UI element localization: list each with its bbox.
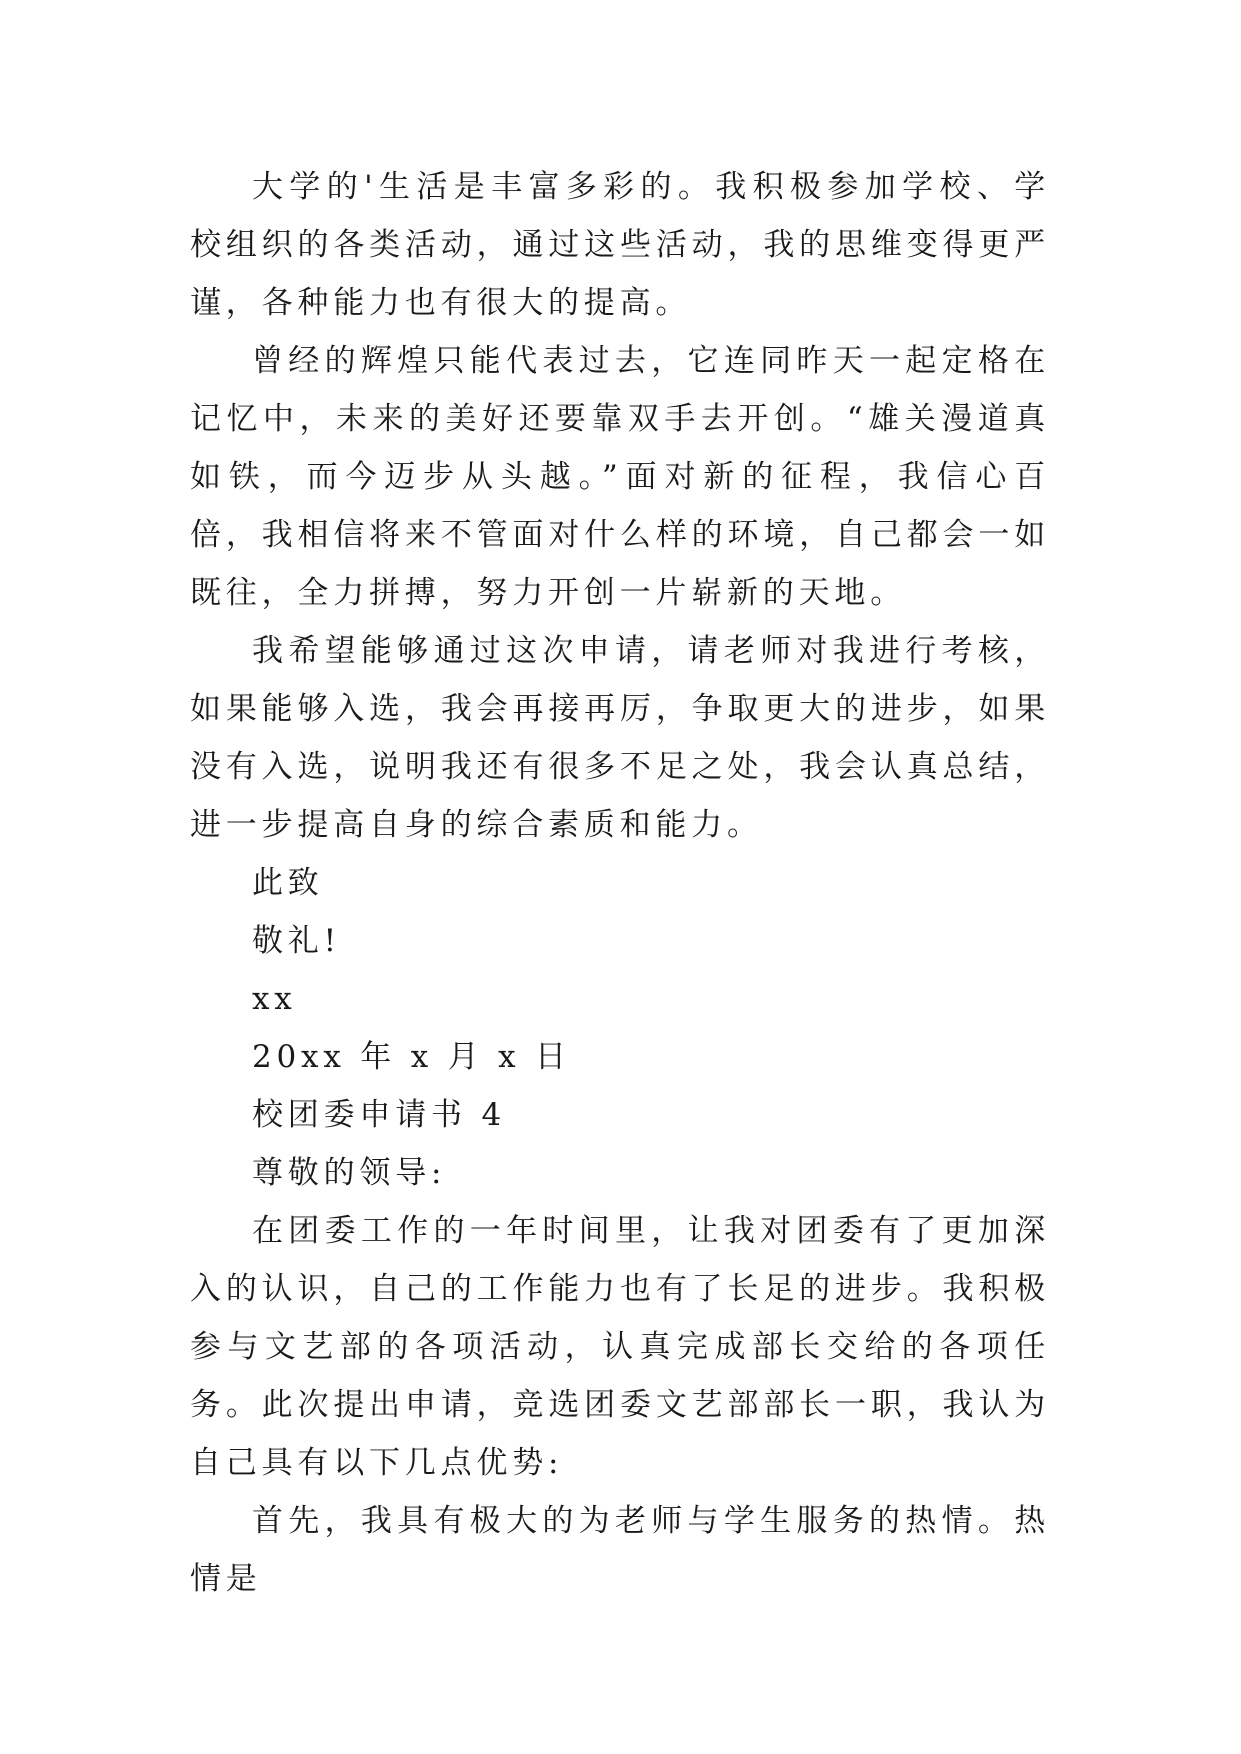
paragraph-application-hope: 我希望能够通过这次申请，请老师对我进行考核，如果能够入选，我会再接再厉，争取更大的进步，如果没有入选，说明我还有很多不足之处，我会认真总结，进一步提高自身的综合素质和能力。 (190, 633, 1050, 843)
signature-line: xx (252, 981, 297, 1017)
paragraph-first-advantage: 首先，我具有极大的为老师与学生服务的热情。热情是 (190, 1503, 1050, 1597)
document-body (190, 158, 1050, 1608)
section-title: 校团委申请书 4 (252, 1097, 506, 1133)
paragraph-past-glory: 曾经的辉煌只能代表过去，它连同昨天一起定格在记忆中，未来的美好还要靠双手去开创。“雄关漫道真如铁，而今迈步从头越。”面对新的征程，我信心百倍，我相信将来不管面对什么样的环境，自己都会一如既往，全力拼搏，努力开创一片崭新的天地。 (190, 343, 1050, 611)
salutation-line: 敬礼! (252, 923, 341, 959)
paragraph-work-experience: 在团委工作的一年时间里，让我对团委有了更加深入的认识，自己的工作能力也有了长足的进步。我积极参与文艺部的各项活动，认真完成部长交给的各项任务。此次提出申请，竞选团委文艺部部长一职，我认为自己具有以下几点优势: (190, 1213, 1050, 1481)
greeting-line: 尊敬的领导: (252, 1155, 447, 1191)
date-line: 20xx 年 x 月 x 日 (252, 1039, 571, 1075)
closing-line: 此致 (252, 865, 324, 901)
paragraph-college-life: 大学的'生活是丰富多彩的。我积极参加学校、学校组织的各类活动，通过这些活动，我的思维变得更严谨，各种能力也有很大的提高。 (190, 169, 1050, 321)
